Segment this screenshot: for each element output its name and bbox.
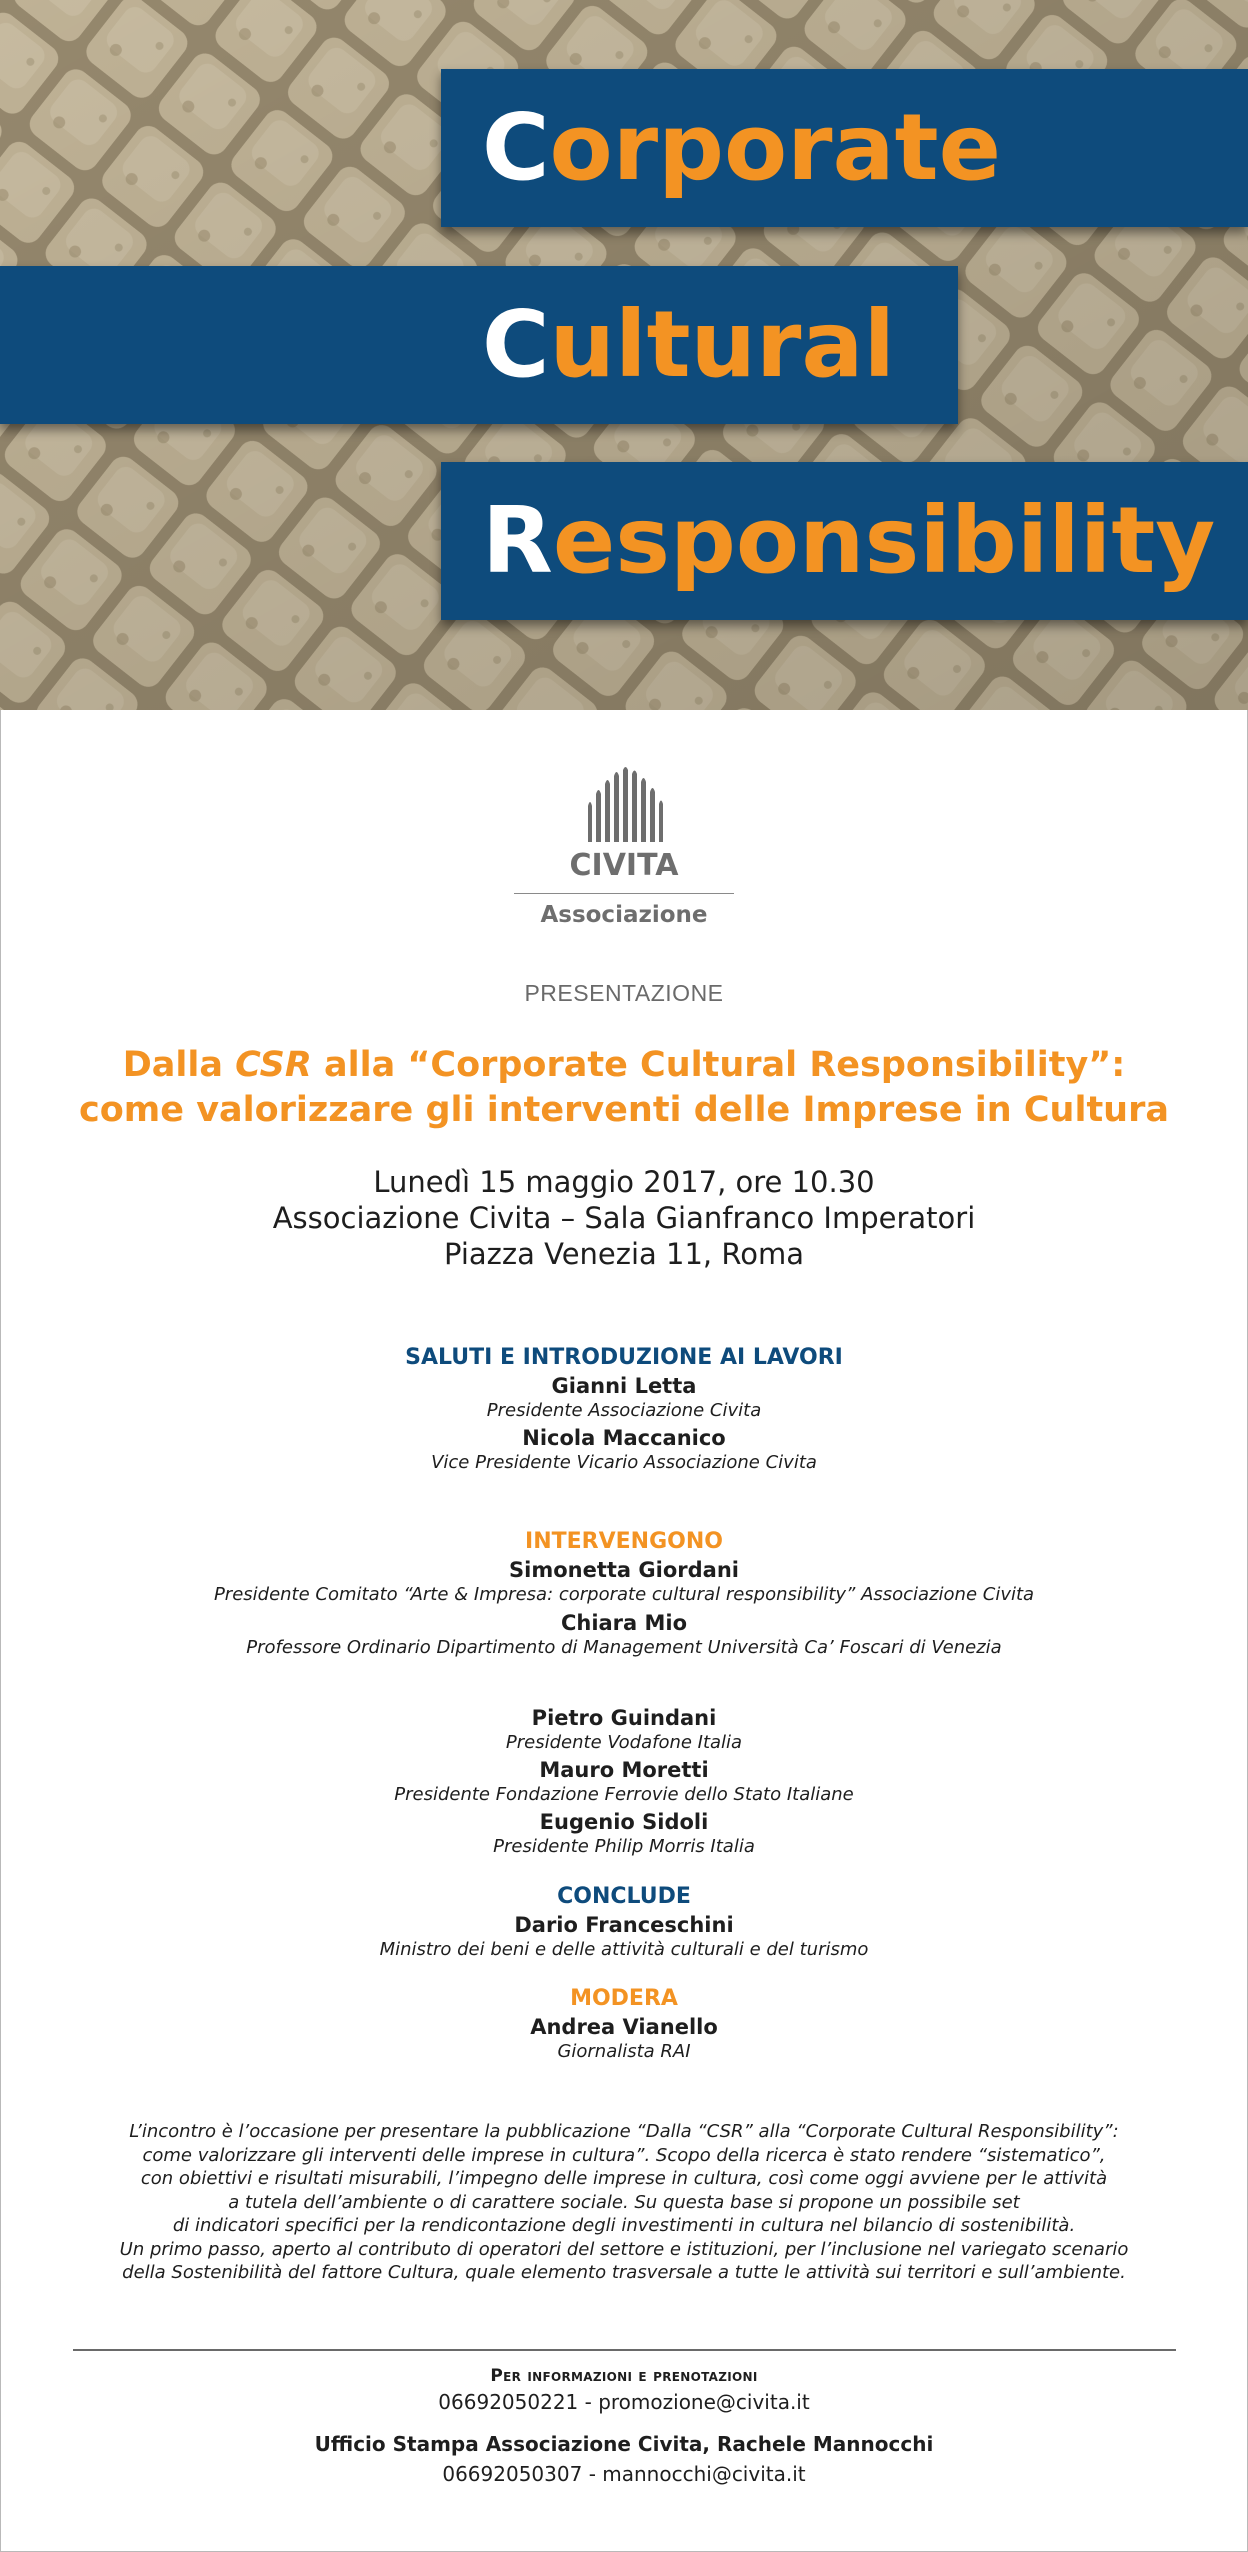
kicker-label: PRESENTAZIONE (524, 980, 724, 1006)
title-band-corporate (441, 69, 1248, 227)
speaker-name: Simonetta Giordani (509, 1558, 739, 1582)
info-contact[interactable]: 06692050221 - promozione@civita.it (438, 2390, 810, 2414)
speaker-role: Giornalista RAI (557, 2041, 691, 2062)
title-word-corporate (482, 69, 1001, 227)
event-details (0, 1164, 1248, 1272)
event-title (0, 1043, 1248, 1133)
description-line: a tutela dell’ambiente o di carattere sociale. Su questa base si propone un possibile set (228, 2191, 1020, 2213)
title-band-responsibility (441, 462, 1248, 620)
title-italic: CSR (235, 1045, 312, 1085)
speaker-role: Vice Presidente Vicario Associazione Civita (431, 1452, 817, 1473)
description-line: Un primo passo, aperto al contributo di operatori del settore e istituzioni, per l’inclusione nel variegato scenario (119, 2238, 1129, 2260)
logo-subtitle: Associazione (540, 902, 708, 928)
speaker-name: Eugenio Sidoli (539, 1810, 709, 1834)
section-intervengono-heading: INTERVENGONO (525, 1529, 723, 1554)
press-office-contact[interactable]: 06692050307 - mannocchi@civita.it (442, 2462, 806, 2486)
speaker-name: Dario Franceschini (514, 1913, 734, 1937)
section-saluti-heading: SALUTI E INTRODUZIONE AI LAVORI (405, 1345, 843, 1370)
title-prefix: Dalla (122, 1045, 236, 1085)
event-date: Lunedì 15 maggio 2017, ore 10.30 (373, 1165, 875, 1199)
description-line: con obiettivi e risultati misurabili, l’impegno delle imprese in cultura, così come oggi avviene per le attività (140, 2168, 1108, 2189)
header-banner (0, 0, 1248, 710)
speaker-role: Ministro dei beni e delle attività culturali e del turismo (379, 1939, 869, 1960)
title-band-cultural (0, 266, 958, 424)
description-line: di indicatori specifici per la rendicontazione degli investimenti in cultura nel bilancio di sostenibilità. (172, 2215, 1076, 2236)
speaker-role: Presidente Associazione Civita (486, 1400, 762, 1421)
description-line: L’incontro è l’occasione per presentare la pubblicazione “Dalla “CSR” alla “Corporate Cultural Responsibility”: (129, 2121, 1119, 2142)
info-heading: Per informazioni e prenotazioni (490, 2366, 758, 2386)
speaker-name: Andrea Vianello (530, 2015, 718, 2039)
speaker-role: Presidente Vodafone Italia (505, 1732, 743, 1753)
description-paragraph (0, 2120, 1248, 2285)
title-suffix: alla “Corporate Cultural Responsibility”: (311, 1045, 1126, 1085)
speaker-name: Nicola Maccanico (522, 1426, 726, 1450)
title-word-responsibility (482, 462, 1215, 620)
event-address: Piazza Venezia 11, Roma (444, 1237, 804, 1271)
civita-logo (514, 760, 734, 930)
speaker-role: Presidente Fondazione Ferrovie dello Stato Italiane (394, 1784, 854, 1805)
word-rest: ultural (549, 291, 896, 398)
description-line: della Sostenibilità del fattore Cultura, quale elemento trasversale a tutte le attività sui territori e sull’ambiente. (122, 2262, 1126, 2283)
word-rest: orporate (549, 94, 1001, 201)
columns-icon (584, 764, 664, 842)
speaker-name: Chiara Mio (560, 1611, 688, 1635)
press-office-heading: Ufficio Stampa Associazione Civita, Rachele Mannocchi (314, 2432, 934, 2456)
event-venue: Associazione Civita – Sala Gianfranco Imperatori (272, 1201, 976, 1235)
speaker-role: Presidente Comitato “Arte & Impresa: corporate cultural responsibility” Associazione Civita (213, 1584, 1035, 1605)
description-line: come valorizzare gli interventi delle imprese in cultura”. Scopo della ricerca è stato rendere “sistematico”, (142, 2144, 1106, 2166)
initial-letter: C (482, 291, 550, 398)
speaker-name: Gianni Letta (551, 1374, 697, 1398)
footer-divider (73, 2349, 1176, 2351)
initial-letter: C (482, 94, 550, 201)
speaker-name: Mauro Moretti (539, 1758, 709, 1782)
event-title-line-1 (0, 1043, 1248, 1088)
section-modera-heading: MODERA (570, 1986, 678, 2011)
speaker-role: Professore Ordinario Dipartimento di Management Università Ca’ Foscari di Venezia (246, 1637, 1002, 1658)
speaker-name: Pietro Guindani (531, 1706, 717, 1730)
title-word-cultural (482, 266, 895, 424)
word-rest: esponsibility (552, 487, 1216, 594)
speaker-role: Presidente Philip Morris Italia (493, 1836, 755, 1857)
event-title-line-2: come valorizzare gli interventi delle Imprese in Cultura (79, 1090, 1169, 1130)
logo-name: CIVITA (569, 848, 679, 883)
section-conclude-heading: CONCLUDE (557, 1884, 691, 1909)
logo-divider (514, 893, 734, 894)
initial-letter: R (482, 487, 553, 594)
